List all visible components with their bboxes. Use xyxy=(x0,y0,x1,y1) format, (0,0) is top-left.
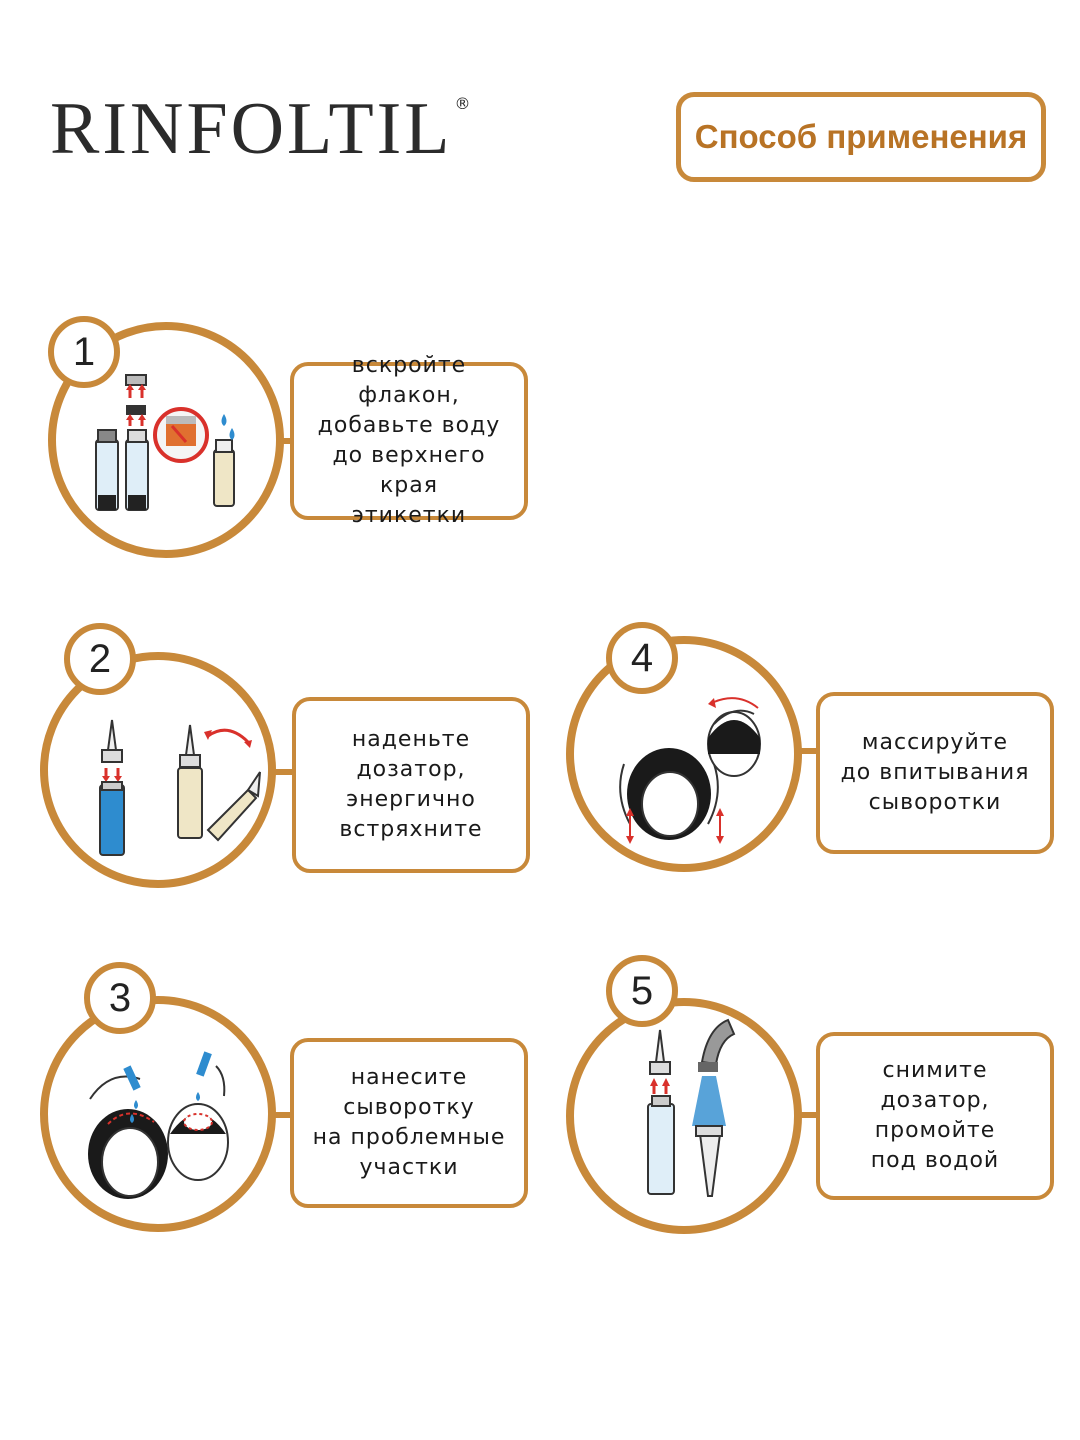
brand-logo xyxy=(50,88,474,170)
step-5-line: под водой xyxy=(870,1148,1000,1173)
step-1-line: вскройте флакон, xyxy=(351,353,467,408)
step-1-line: до верхнего края xyxy=(332,443,486,498)
step-2-line: энергично xyxy=(346,787,476,812)
step-2-illustration xyxy=(40,652,276,888)
page-title: Способ применения xyxy=(676,92,1046,182)
step-2-line: дозатор, xyxy=(356,757,466,782)
dispenser-shake-icon xyxy=(48,660,268,880)
step-5-line: промойте xyxy=(874,1118,996,1143)
step-2-instruction xyxy=(292,697,530,873)
step-5-line: снимите xyxy=(882,1058,988,1083)
step-3-illustration xyxy=(40,996,276,1232)
step-3-line: на проблемные xyxy=(312,1125,506,1150)
step-4-line: сыворотки xyxy=(868,790,1002,815)
step-4-number: 4 xyxy=(606,622,678,694)
step-2-number: 2 xyxy=(64,623,136,695)
step-4-instruction xyxy=(816,692,1054,854)
step-5-number: 5 xyxy=(606,955,678,1027)
step-4-line: массируйте xyxy=(861,730,1009,755)
step-3-instruction xyxy=(290,1038,528,1208)
brand-name: RINFOLTIL xyxy=(50,88,453,170)
step-3-line: сыворотку xyxy=(343,1095,475,1120)
step-5-instruction xyxy=(816,1032,1054,1200)
step-1-instruction xyxy=(290,353,528,528)
step-4-line: до впитывания xyxy=(840,760,1030,785)
step-5-illustration xyxy=(566,998,802,1234)
step-4-illustration xyxy=(566,636,802,872)
step-3-number: 3 xyxy=(84,962,156,1034)
step-2-line: наденьте xyxy=(351,727,471,752)
step-2-line: встряхните xyxy=(339,817,483,842)
step-3-line: нанесите xyxy=(350,1065,468,1090)
step-5-line: дозатор, xyxy=(880,1088,990,1113)
apply-serum-scalp-icon xyxy=(48,1004,268,1224)
step-1-line: добавьте воду xyxy=(317,413,501,438)
head-massage-icon xyxy=(574,644,794,864)
rinse-dispenser-icon xyxy=(574,1006,794,1226)
step-3-line: участки xyxy=(359,1155,459,1180)
step-1-number: 1 xyxy=(48,316,120,388)
step-1-line: этикетки xyxy=(351,503,467,528)
registered-mark: ® xyxy=(454,94,474,113)
